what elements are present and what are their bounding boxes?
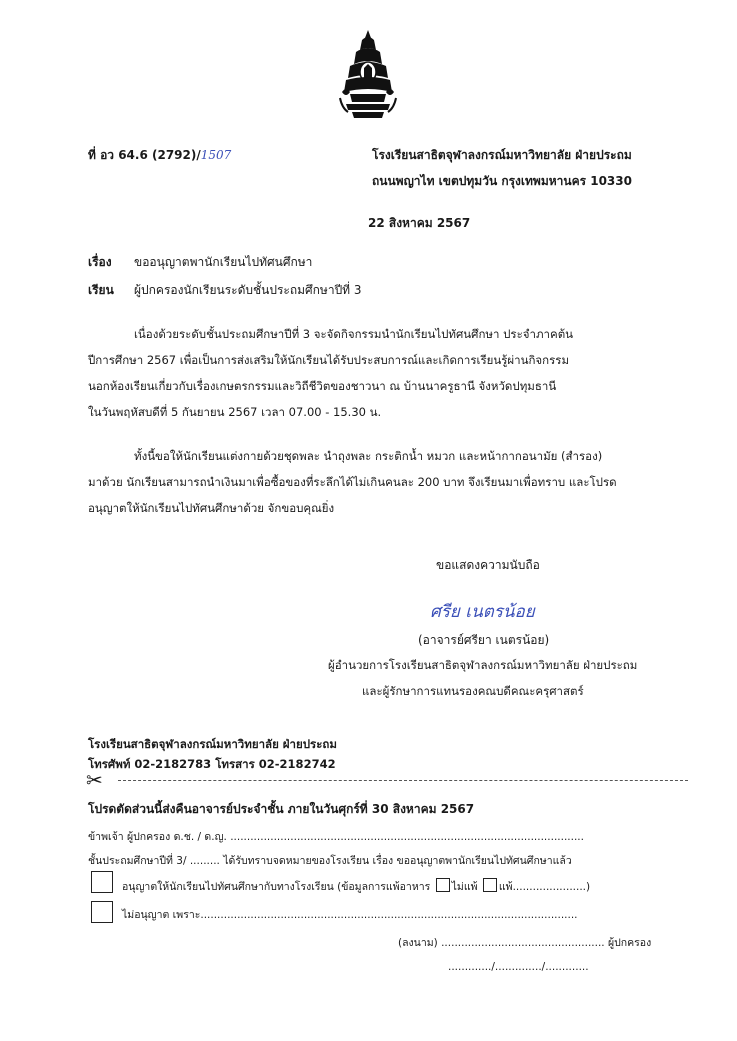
deny-option-label[interactable]: ไม่อนุญาต เพราะ.................................................................................................................: [122, 909, 578, 921]
reference-number-handwritten: 1507: [200, 148, 232, 162]
to-text: ผู้ปกครองนักเรียนระดับชั้นประถมศึกษาปีที่ 3: [134, 283, 362, 297]
paragraph-1-line: นอกห้องเรียนเกี่ยวกับเรื่องเกษตรกรรมและวิถีชีวิตของชาวนา ณ บ้านนาครูธานี จังหวัดปทุมธานี: [88, 379, 557, 393]
paragraph-1-line: ในวันพฤหัสบดีที่ 5 กันยายน 2567 เวลา 07.00 - 15.30 น.: [88, 405, 382, 419]
parent-signature-line[interactable]: (ลงนาม) ................................................. ผู้ปกครอง: [398, 937, 652, 949]
no-allergy-label: ไม่แพ้: [451, 881, 478, 893]
permit-option: [122, 878, 590, 895]
reference-number: [88, 146, 231, 165]
signer-title-1: ผู้อำนวยการโรงเรียนสาธิตจุฬาลงกรณ์มหาวิทยาลัย ฝ่ายประถม: [328, 658, 638, 672]
reply-date-line[interactable]: ............./............../.............: [448, 961, 589, 973]
to-label: เรียน: [88, 283, 114, 297]
paragraph-2-line: ทั้งนี้ขอให้นักเรียนแต่งกายด้วยชุดพละ นำถุงพละ กระติกน้ำ หมวก และหน้ากากอนามัย (สำรอง): [134, 449, 603, 463]
paragraph-1-line: ปีการศึกษา 2567 เพื่อเป็นการส่งเสริมให้นักเรียนได้รับประสบการณ์และเกิดการเรียนรู้ผ่านกิจกรรม: [88, 353, 570, 367]
reference-number-printed: ที่ อว 64.6 (2792)/: [88, 148, 201, 162]
subject-text: ขออนุญาตพานักเรียนไปทัศนศึกษา: [134, 255, 313, 269]
paragraph-2-line: มาด้วย นักเรียนสามารถนำเงินมาเพื่อซื้อของที่ระลึกได้ไม่เกินคนละ 200 บาท จึงเรียนมาเพื่อทราบ และโปรด: [88, 475, 617, 489]
permit-checkbox[interactable]: [91, 871, 113, 893]
school-emblem: [336, 28, 400, 120]
school-name: โรงเรียนสาธิตจุฬาลงกรณ์มหาวิทยาลัย ฝ่ายประถม: [372, 148, 632, 162]
school-address: ถนนพญาไท เขตปทุมวัน กรุงเทพมหานคร 10330: [372, 174, 632, 188]
reply-heading: โปรดตัดส่วนนี้ส่งคืนอาจารย์ประจำชั้น ภายในวันศุกร์ที่ 30 สิงหาคม 2567: [88, 802, 475, 816]
reply-class-line[interactable]: ชั้นประถมศึกษาปีที่ 3/ ......... ได้รับทราบจดหมายของโรงเรียน เรื่อง ขออนุญาตพานักเรียนไปทัศนศึกษาแล้ว: [88, 855, 572, 867]
deny-checkbox[interactable]: [91, 901, 113, 923]
no-allergy-checkbox[interactable]: [436, 878, 450, 892]
paragraph-2-line: อนุญาตให้นักเรียนไปทัศนศึกษาด้วย จักขอบคุณยิ่ง: [88, 501, 335, 515]
footer-school: โรงเรียนสาธิตจุฬาลงกรณ์มหาวิทยาลัย ฝ่ายประถม: [88, 737, 337, 751]
allergy-label[interactable]: แพ้......................): [498, 881, 591, 893]
cut-line: [118, 780, 688, 781]
reply-student-line[interactable]: ข้าพเจ้า ผู้ปกครอง ด.ช. / ด.ญ. ..........................................................................................................: [88, 831, 584, 843]
signer-name: (อาจารย์ศรียา เนตรน้อย): [418, 633, 550, 647]
permit-option-label: อนุญาตให้นักเรียนไปทัศนศึกษากับทางโรงเรียน (ข้อมูลการแพ้อาหาร: [122, 881, 431, 893]
subject-label: เรื่อง: [88, 255, 112, 269]
allergy-checkbox[interactable]: [483, 878, 497, 892]
signer-title-2: และผู้รักษาการแทนรองคณบดีคณะครุศาสตร์: [362, 684, 584, 698]
footer-contact: โทรศัพท์ 02-2182783 โทรสาร 02-2182742: [88, 757, 336, 771]
letter-date: 22 สิงหาคม 2567: [368, 216, 471, 230]
scissors-icon: ✂: [86, 768, 103, 792]
closing-text: ขอแสดงความนับถือ: [436, 558, 540, 572]
paragraph-1-line: เนื่องด้วยระดับชั้นประถมศึกษาปีที่ 3 จะจัดกิจกรรมนำนักเรียนไปทัศนศึกษา ประจำภาคต้น: [134, 327, 574, 341]
handwritten-signature: ศรีย เนตรน้อย: [430, 602, 535, 622]
